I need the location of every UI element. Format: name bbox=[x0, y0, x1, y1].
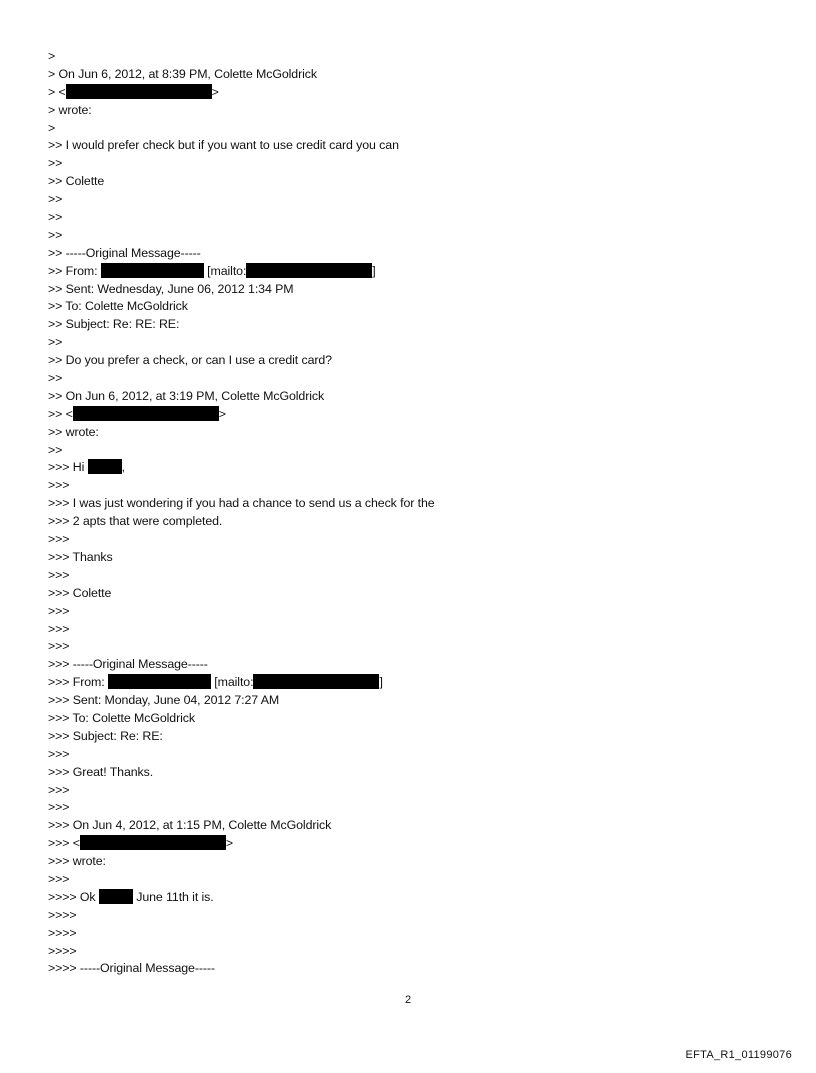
email-line: >> bbox=[48, 210, 63, 225]
redaction-block bbox=[108, 674, 211, 689]
email-line: >>>> bbox=[48, 943, 77, 958]
email-line: >>> bbox=[48, 800, 70, 815]
email-text: >>> Hi bbox=[48, 460, 88, 475]
email-line: >>> bbox=[48, 603, 70, 618]
email-line bbox=[48, 889, 748, 907]
email-line: >>>> bbox=[48, 907, 77, 922]
email-line: >>> bbox=[48, 782, 70, 797]
email-text: ] bbox=[372, 263, 376, 278]
email-line bbox=[48, 674, 748, 692]
email-text: > < bbox=[48, 84, 66, 99]
email-text: ] bbox=[379, 675, 383, 690]
email-line: >>> bbox=[48, 621, 70, 636]
email-line: >> To: Colette McGoldrick bbox=[48, 299, 188, 314]
email-text: [mailto: bbox=[210, 675, 254, 690]
redaction-block bbox=[73, 406, 219, 421]
email-line: > wrote: bbox=[48, 102, 92, 117]
email-line: >> Subject: Re: RE: RE: bbox=[48, 317, 180, 332]
email-line bbox=[48, 406, 748, 424]
email-line: >>>> -----Original Message----- bbox=[48, 961, 215, 976]
email-line: >>>> bbox=[48, 925, 77, 940]
email-line: > On Jun 6, 2012, at 8:39 PM, Colette McGoldrick bbox=[48, 66, 317, 81]
email-line: >>> Subject: Re: RE: bbox=[48, 728, 163, 743]
email-line: >>> Thanks bbox=[48, 549, 113, 564]
email-line bbox=[48, 263, 748, 281]
email-line: >>> -----Original Message----- bbox=[48, 657, 208, 672]
email-text: , bbox=[121, 460, 125, 475]
email-line: >> bbox=[48, 442, 63, 457]
redaction-block bbox=[66, 84, 212, 99]
email-line: >>> bbox=[48, 532, 70, 547]
email-line: >> I would prefer check but if you want to use credit card you can bbox=[48, 138, 399, 153]
email-line: >>> I was just wondering if you had a chance to send us a check for the bbox=[48, 496, 435, 511]
email-line: > bbox=[48, 120, 56, 135]
redaction-block bbox=[80, 835, 226, 850]
redaction-block bbox=[101, 263, 204, 278]
email-text: >>>> Ok bbox=[48, 889, 99, 904]
email-text: >> From: bbox=[48, 263, 101, 278]
email-line bbox=[48, 835, 748, 853]
email-text: > bbox=[218, 406, 226, 421]
email-text: >> < bbox=[48, 406, 73, 421]
email-text: >>> From: bbox=[48, 675, 108, 690]
email-line: >> bbox=[48, 227, 63, 242]
email-line: >> On Jun 6, 2012, at 3:19 PM, Colette McGoldrick bbox=[48, 388, 325, 403]
email-line: >>> bbox=[48, 746, 70, 761]
email-line: >>> Colette bbox=[48, 585, 112, 600]
email-line: >>> On Jun 4, 2012, at 1:15 PM, Colette McGoldrick bbox=[48, 818, 332, 833]
email-line: >>> bbox=[48, 639, 70, 654]
email-line: >> bbox=[48, 192, 63, 207]
email-line: >>> Great! Thanks. bbox=[48, 764, 154, 779]
redaction-block bbox=[88, 459, 122, 474]
email-text: >>> < bbox=[48, 836, 80, 851]
email-line: >>> bbox=[48, 567, 70, 582]
email-line: >> bbox=[48, 335, 63, 350]
email-line: >>> 2 apts that were completed. bbox=[48, 514, 223, 529]
email-text: June 11th it is. bbox=[132, 889, 214, 904]
redaction-block bbox=[253, 674, 379, 689]
email-line: >> Do you prefer a check, or can I use a credit card? bbox=[48, 353, 332, 368]
email-line: >> wrote: bbox=[48, 424, 99, 439]
email-text: [mailto: bbox=[203, 263, 247, 278]
email-line: >>> bbox=[48, 871, 70, 886]
email-line: > bbox=[48, 49, 56, 63]
email-line: >> Colette bbox=[48, 174, 105, 189]
email-line: >> bbox=[48, 371, 63, 386]
page-number: 2 bbox=[404, 994, 412, 1006]
redaction-block bbox=[246, 263, 372, 278]
email-line bbox=[48, 459, 748, 477]
email-text: > bbox=[225, 836, 234, 851]
email-line: >> bbox=[48, 156, 63, 171]
email-text: > bbox=[211, 84, 219, 99]
email-line: >>> Sent: Monday, June 04, 2012 7:27 AM bbox=[48, 693, 280, 708]
email-line: >>> To: Colette McGoldrick bbox=[48, 710, 195, 725]
redaction-block bbox=[99, 889, 133, 904]
email-line: >>> wrote: bbox=[48, 854, 106, 869]
email-line: >> -----Original Message----- bbox=[48, 245, 201, 260]
document-id: EFTA_R1_01199076 bbox=[685, 1049, 792, 1061]
email-line bbox=[48, 84, 748, 102]
email-line: >>> bbox=[48, 478, 70, 493]
email-line: >> Sent: Wednesday, June 06, 2012 1:34 PM bbox=[48, 281, 294, 296]
email-thread-body bbox=[48, 48, 748, 978]
